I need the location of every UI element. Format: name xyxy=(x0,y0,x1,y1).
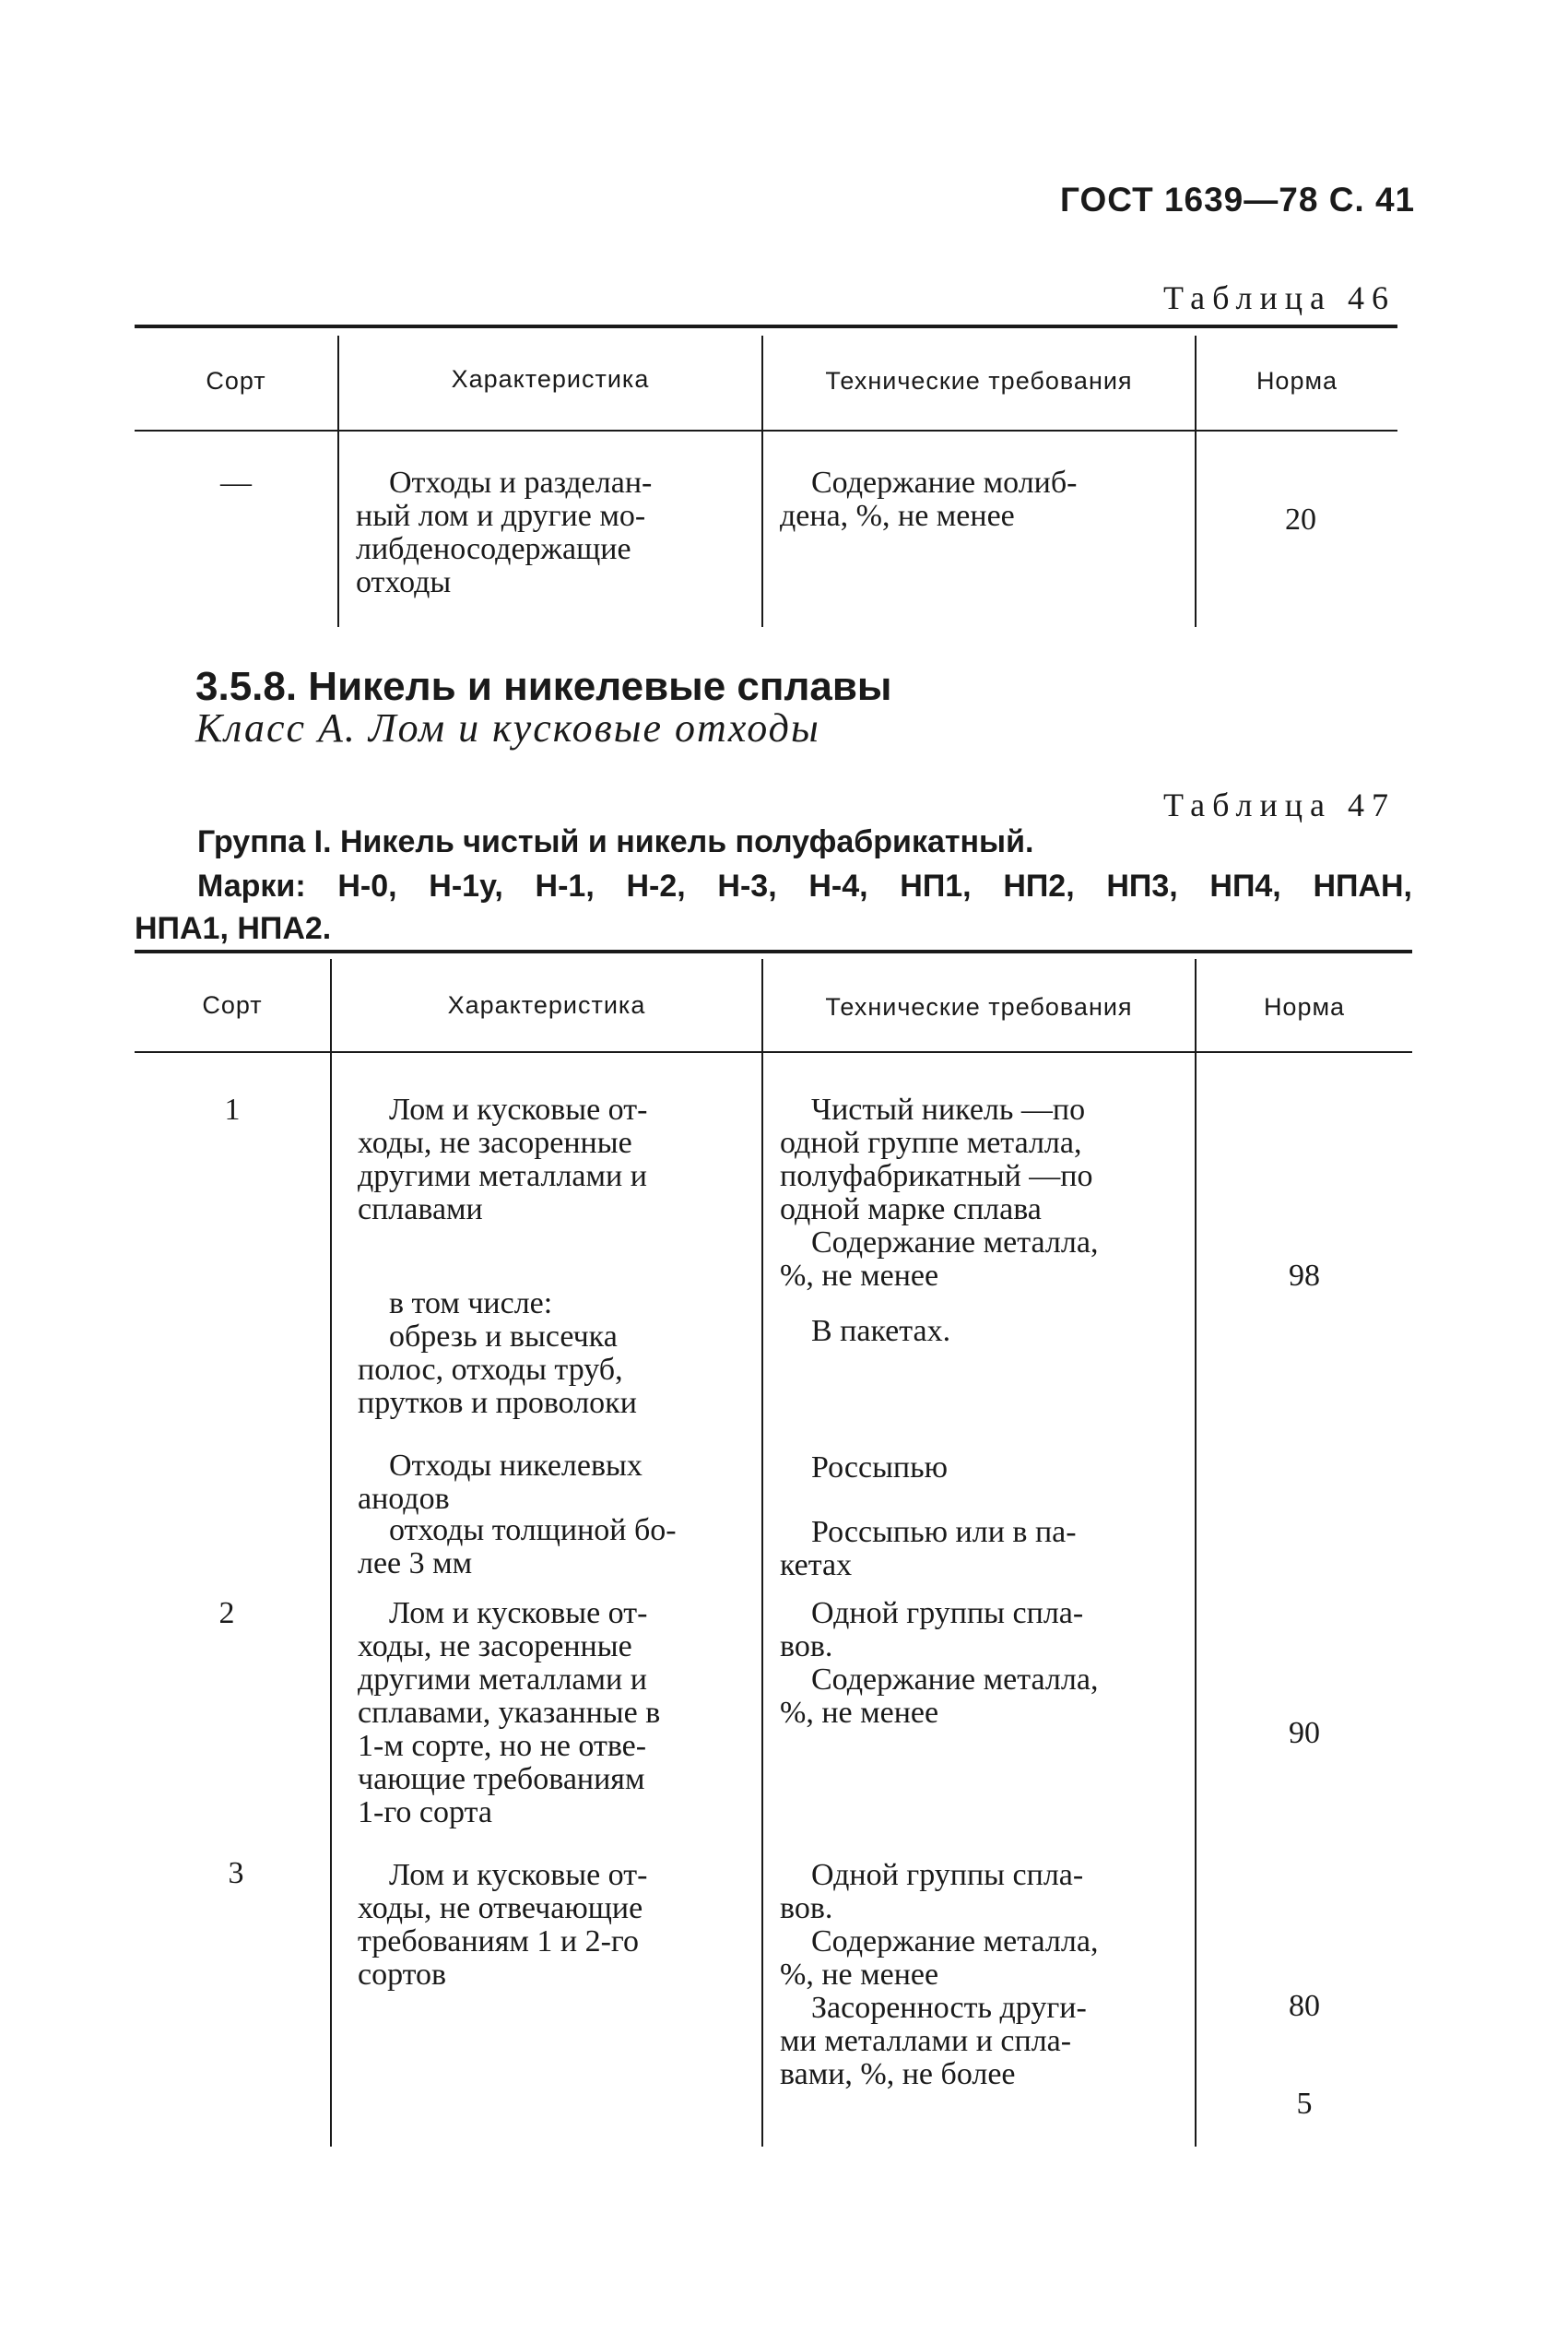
grades-line-continued: НПА1, НПА2. xyxy=(135,911,332,946)
grades-line: Марки: Н-0, Н-1у, Н-1, Н-2, Н-3, Н-4, НП1, НП2, НП3, НП4, НПАН, xyxy=(197,869,1412,904)
table-46-sort: — xyxy=(220,466,252,500)
table-47-top-rule xyxy=(135,950,1412,953)
table-46-col-requirements: Технические требования xyxy=(825,367,1133,395)
table-47-col-requirements: Технические требования xyxy=(825,993,1133,1021)
sort-1-thick-waste: отходы толщиной бо- лее 3 мм xyxy=(358,1513,677,1580)
table-47-header-rule xyxy=(135,1051,1412,1053)
table-46-characteristic: Отходы и разделан- ный лом и другие мо- либденосодержащие отходы xyxy=(356,466,653,599)
group-title: Группа I. Никель чистый и никель полуфабрикатный. xyxy=(197,824,1034,859)
table-47-col-divider xyxy=(761,959,763,2147)
sort-2-characteristic: Лом и кусковые от- ходы, не засоренные другими металлами и сплавами, указанные в 1-м сорте, но не отве- чающие требованиям 1-го сорта xyxy=(358,1596,661,1829)
table-46-top-rule xyxy=(135,325,1397,328)
table-46-col-characteristic: Характеристика xyxy=(451,365,650,393)
sort-2-norm: 90 xyxy=(1289,1716,1320,1750)
table-46-label: Таблица 46 xyxy=(1163,279,1396,316)
page-header: ГОСТ 1639—78 С. 41 xyxy=(1060,181,1416,219)
sort-1-in-packs: В пакетах. xyxy=(811,1314,951,1348)
sort-1-anodes: Отходы никелевых анодов xyxy=(358,1449,643,1516)
sort-2-requirements: Одной группы спла- вов. Содержание металла, %, не менее xyxy=(780,1596,1099,1730)
sort-3-requirements: Одной группы спла- вов. Содержание металла, %, не менее Засоренность други- ми металлами и спла- вами, %, не более xyxy=(780,1858,1099,2091)
sort-1-characteristic: Лом и кусковые от- ходы, не засоренные другими металлами и сплавами xyxy=(358,1093,648,1226)
sort-3-norm-contamination: 5 xyxy=(1296,2087,1313,2121)
sort-1-loose: Россыпью xyxy=(811,1450,949,1485)
sort-1-norm: 98 xyxy=(1289,1259,1320,1293)
table-47-label: Таблица 47 xyxy=(1163,787,1396,823)
sort-3-characteristic: Лом и кусковые от- ходы, не отвечающие требованиям 1 и 2-го сортов xyxy=(358,1858,648,1992)
sort-3-number: 3 xyxy=(228,1856,244,1890)
section-subtitle: Класс А. Лом и кусковые отходы xyxy=(195,705,820,751)
table-46-requirements: Содержание молиб- дена, %, не менее xyxy=(780,466,1078,533)
section-title: 3.5.8. Никель и никелевые сплавы xyxy=(195,664,892,709)
table-47-col-divider xyxy=(330,959,332,2147)
sort-1-number: 1 xyxy=(224,1093,241,1127)
table-47-col-characteristic: Характеристика xyxy=(447,991,646,1019)
table-47-col-divider xyxy=(1195,959,1197,2147)
sort-3-norm-metal: 80 xyxy=(1289,1989,1320,2023)
table-47-col-sort: Сорт xyxy=(202,991,263,1019)
sort-2-number: 2 xyxy=(218,1596,235,1630)
sort-1-requirements: Чистый никель —по одной группе металла, полуфабрикатный —по одной марке сплава Содержание металла, %, не менее xyxy=(780,1093,1099,1293)
table-46-norm: 20 xyxy=(1285,503,1316,537)
table-46-col-sort: Сорт xyxy=(206,367,266,395)
sort-1-including: в том числе: обрезь и высечка полос, отходы труб, прутков и проволоки xyxy=(358,1286,637,1420)
table-46-col-norm: Норма xyxy=(1256,367,1338,395)
sort-1-loose-or-packs: Россыпью или в па- кетах xyxy=(780,1515,1077,1582)
table-46-header-rule xyxy=(135,430,1397,432)
table-47-col-norm: Норма xyxy=(1263,993,1346,1021)
